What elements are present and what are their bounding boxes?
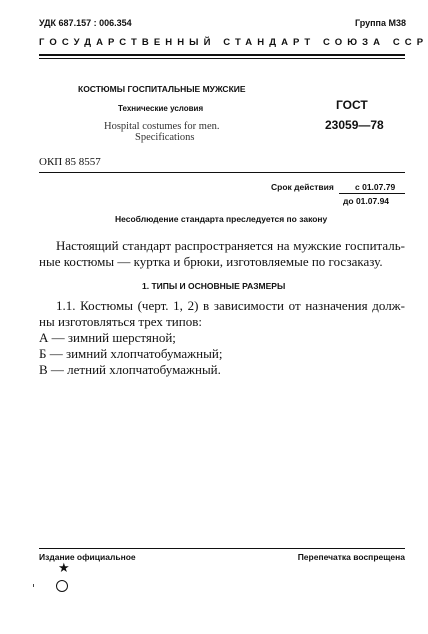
violation-notice: Несоблюдение стандарта преследуется по закону [115,214,328,224]
type-item-a: А — зимний шерстяной; [39,330,176,345]
validity-label: Срок действия [271,182,334,192]
group-code: Группа М38 [354,18,406,28]
circle-mark-icon [56,580,68,592]
standard-subtitle: Технические условия [118,104,204,113]
official-edition-label: Издание официальное [39,552,136,562]
gost-number: 23059—78 [325,118,384,132]
validity-to: до 01.07.94 [343,196,390,206]
english-title-line1: Hospital costumes for men. [104,121,220,132]
header-rule-thick [39,54,405,56]
validity-from: с 01.07.79 [355,182,396,192]
english-title-line2: Specifications [135,132,195,143]
type-item-b: Б — зимний хлопчатобумажный; [39,346,223,361]
section-title: 1. ТИПЫ И ОСНОВНЫЕ РАЗМЕРЫ [142,281,286,291]
state-standard-heading: ГОСУДАРСТВЕННЫЙ СТАНДАРТ СОЮЗА ССР [39,37,428,48]
clause-line-2: ны изготовляться трех типов: [39,314,202,329]
intro-line-1: Настоящий стандарт распространяется на мужские госпиталь- [56,238,405,253]
udc-code: УДК 687.157 : 006.354 [39,18,132,28]
star-icon: ★ [58,560,70,575]
scan-speck [33,584,34,587]
footer-rule [39,548,405,549]
title-rule [39,172,405,173]
header-rule-thin [39,58,405,59]
standard-title: КОСТЮМЫ ГОСПИТАЛЬНЫЕ МУЖСКИЕ [78,84,246,94]
validity-underline [339,193,405,194]
intro-line-2: ные костюмы — куртка и брюки, изготовляемые по госзаказу. [39,254,383,269]
okp-code: ОКП 85 8557 [39,156,101,168]
type-item-v: В — летний хлопчатобумажный. [39,362,221,377]
gost-label: ГОСТ [336,98,368,112]
clause-line-1: 1.1. Костюмы (черт. 1, 2) в зависимости от назначения долж- [56,298,405,313]
reprint-prohibited-label: Перепечатка воспрещена [297,552,405,562]
